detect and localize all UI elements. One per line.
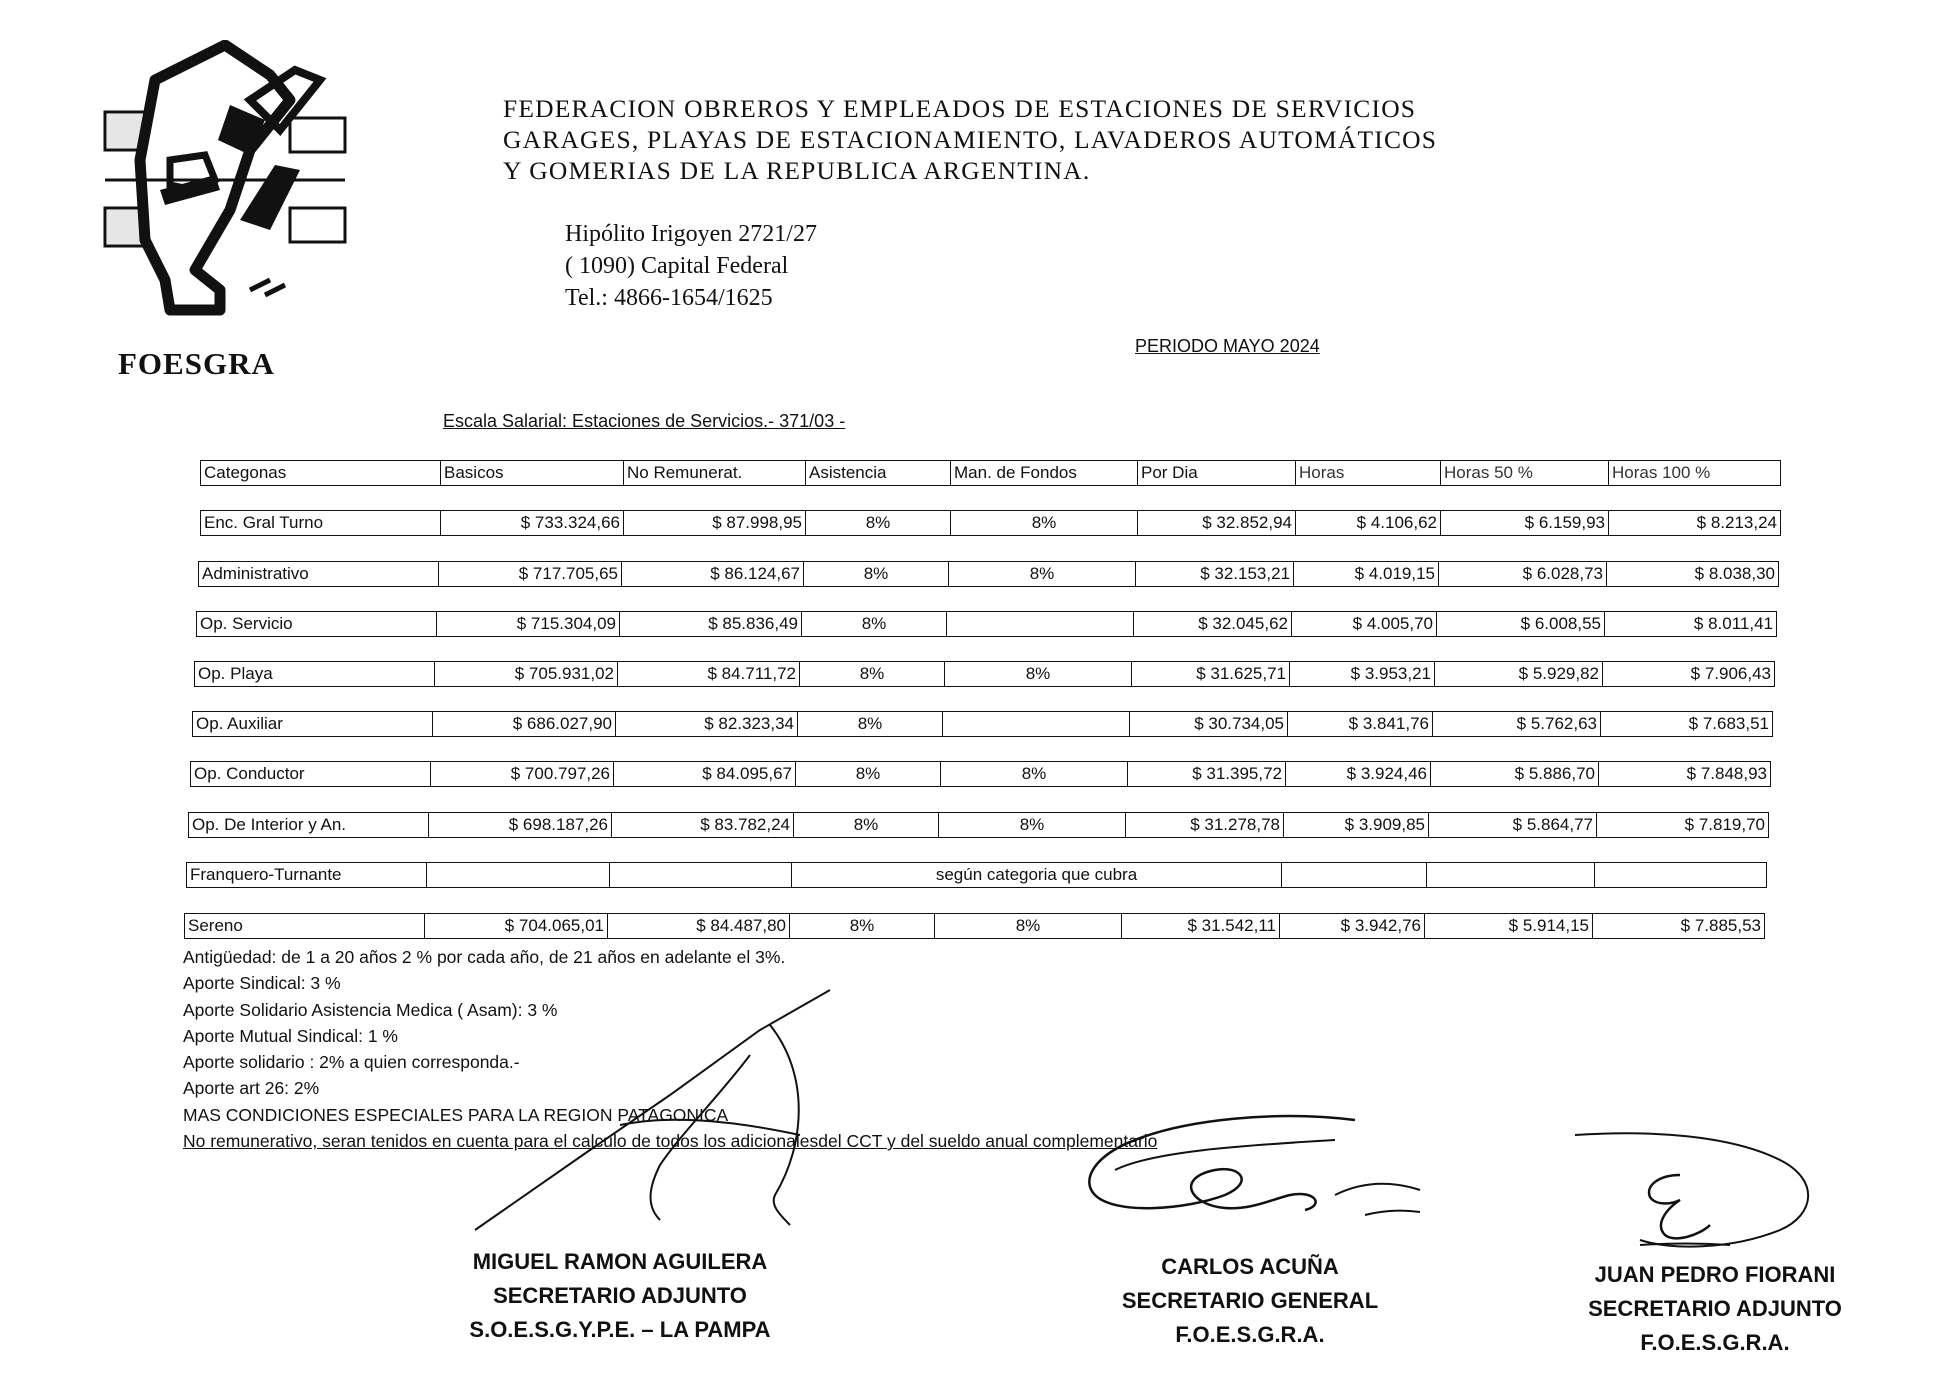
cell-man-fondos [946, 611, 1134, 637]
cell-horas: $ 3.924,46 [1285, 761, 1431, 787]
cell-asistencia: 8% [799, 661, 945, 687]
cell-man-fondos: 8% [938, 812, 1126, 838]
cell-basicos: $ 686.027,90 [432, 711, 616, 737]
cell-no-remunerativo: $ 84.095,67 [613, 761, 796, 787]
cell-basicos: $ 733.324,66 [440, 510, 624, 536]
cell-category: Sereno [184, 913, 425, 939]
cell-por-dia: $ 31.542,11 [1121, 913, 1280, 939]
signatory-org: F.O.E.S.G.R.A. [1640, 1330, 1790, 1355]
note-antiguedad: Antigüedad: de 1 a 20 años 2 % por cada año, de 21 años en adelante el 3%. [183, 947, 786, 967]
cell-category: Franquero-Turnante [186, 862, 427, 888]
cell-no-remunerativo: $ 83.782,24 [611, 812, 794, 838]
signatory-fiorani [1560, 1258, 1870, 1360]
cell-horas-50: $ 6.159,93 [1440, 510, 1609, 536]
cell-no-remunerativo: $ 84.487,80 [607, 913, 790, 939]
cell-horas: $ 3.942,76 [1279, 913, 1425, 939]
table-header-cell: Horas 100 % [1608, 460, 1781, 486]
cell-man-fondos: 8% [948, 561, 1136, 587]
cell-asistencia: 8% [795, 761, 941, 787]
cell-no-remunerativo: $ 87.998,95 [623, 510, 806, 536]
address-phone: Tel.: 4866-1654/1625 [565, 285, 773, 311]
signature-aguilera [470, 985, 850, 1235]
cell-empty [1426, 862, 1595, 888]
address-block [565, 218, 817, 314]
note-patagonia: MAS CONDICIONES ESPECIALES PARA LA REGION PATAGONICA [183, 1104, 729, 1125]
cell-asistencia: 8% [801, 611, 947, 637]
address-street: Hipólito Irigoyen 2721/27 [565, 221, 817, 247]
cell-horas-100: $ 8.038,30 [1606, 561, 1779, 587]
header-line: GARAGES, PLAYAS DE ESTACIONAMIENTO, LAVADEROS AUTOMÁTICOS [503, 125, 1438, 154]
cell-basicos: $ 717.705,65 [438, 561, 622, 587]
signatory-name: MIGUEL RAMON AGUILERA [472, 1249, 768, 1274]
signatory-name: JUAN PEDRO FIORANI [1594, 1262, 1836, 1287]
cell-horas-50: $ 5.886,70 [1430, 761, 1599, 787]
cell-horas-50: $ 5.914,15 [1424, 913, 1593, 939]
note-aporte-asam: Aporte Solidario Asistencia Medica ( Asam): 3 % [183, 999, 558, 1020]
table-header-cell: Categonas [200, 460, 441, 486]
cell-category: Op. Conductor [190, 761, 431, 787]
cell-no-remunerativo: $ 86.124,67 [621, 561, 804, 587]
signatory-name: CARLOS ACUÑA [1161, 1254, 1339, 1279]
cell-no-remunerativo: $ 84.711,72 [617, 661, 800, 687]
cell-category: Op. Playa [194, 661, 435, 687]
cell-basicos: $ 700.797,26 [430, 761, 614, 787]
cell-por-dia: $ 32.852,94 [1137, 510, 1296, 536]
cell-category: Op. Servicio [196, 611, 437, 637]
cell-asistencia: 8% [789, 913, 935, 939]
signatory-role: SECRETARIO GENERAL [1121, 1288, 1379, 1313]
table-header-cell: Basicos [440, 460, 624, 486]
cell-category: Op. Auxiliar [192, 711, 433, 737]
cell-no-remunerativo: $ 82.323,34 [615, 711, 798, 737]
cell-horas: $ 4.106,62 [1295, 510, 1441, 536]
table-header-cell: No Remunerat. [623, 460, 806, 486]
table-header-cell: Asistencia [805, 460, 951, 486]
signatory-aguilera [440, 1245, 800, 1347]
table-header-cell: Horas 50 % [1440, 460, 1609, 486]
note-no-remunerativo: No remunerativo, seran tenidos en cuenta para el calculo de todos los adicionalesdel CCT y del sueldo anual complementario [183, 1131, 1158, 1152]
cell-horas-100: $ 7.885,53 [1592, 913, 1765, 939]
cell-category: Administrativo [198, 561, 439, 587]
cell-horas-100: $ 7.683,51 [1600, 711, 1773, 737]
cell-asistencia: 8% [793, 812, 939, 838]
cell-horas-100: $ 7.906,43 [1602, 661, 1775, 687]
cell-horas-50: $ 5.864,77 [1428, 812, 1597, 838]
cell-horas-100: $ 8.213,24 [1608, 510, 1781, 536]
signatory-org: S.O.E.S.G.Y.P.E. – LA PAMPA [469, 1317, 771, 1342]
cell-horas-100: $ 7.848,93 [1598, 761, 1771, 787]
cell-por-dia: $ 31.395,72 [1127, 761, 1286, 787]
cell-man-fondos: 8% [934, 913, 1122, 939]
cell-empty [1281, 862, 1427, 888]
cell-horas: $ 4.005,70 [1291, 611, 1437, 637]
foesgra-logo [100, 40, 350, 340]
cell-horas-100: $ 8.011,41 [1604, 611, 1777, 637]
signatory-org: F.O.E.S.G.R.A. [1175, 1322, 1325, 1347]
cell-empty [426, 862, 610, 888]
cell-horas-100: $ 7.819,70 [1596, 812, 1769, 838]
note-aporte-solidario: Aporte solidario : 2% a quien corresponda.- [183, 1052, 520, 1073]
cell-basicos: $ 715.304,09 [436, 611, 620, 637]
cell-por-dia: $ 31.625,71 [1131, 661, 1290, 687]
cell-horas: $ 4.019,15 [1293, 561, 1439, 587]
scale-title: Escala Salarial: Estaciones de Servicios.- 371/03 - [443, 411, 846, 431]
cell-por-dia: $ 30.734,05 [1129, 711, 1288, 737]
cell-por-dia: $ 32.153,21 [1135, 561, 1294, 587]
note-aporte-sindical: Aporte Sindical: 3 % [183, 973, 341, 994]
cell-horas: $ 3.841,76 [1287, 711, 1433, 737]
cell-horas: $ 3.953,21 [1289, 661, 1435, 687]
signature-acuna [1075, 1110, 1435, 1240]
cell-basicos: $ 698.187,26 [428, 812, 612, 838]
federation-name [503, 93, 1437, 186]
header-line: Y GOMERIAS DE LA REPUBLICA ARGENTINA. [503, 156, 1091, 185]
table-header-cell: Por Dia [1137, 460, 1296, 486]
cell-horas-50: $ 5.929,82 [1434, 661, 1603, 687]
cell-por-dia: $ 31.278,78 [1125, 812, 1284, 838]
table-header-cell: Man. de Fondos [950, 460, 1138, 486]
cell-empty [609, 862, 792, 888]
period-label: PERIODO MAYO 2024 [1135, 336, 1320, 356]
cell-man-fondos: 8% [940, 761, 1128, 787]
table-header-cell: Horas [1295, 460, 1441, 486]
cell-por-dia: $ 32.045,62 [1133, 611, 1292, 637]
cell-empty [1594, 862, 1767, 888]
note-aporte-art26: Aporte art 26: 2% [183, 1078, 320, 1099]
cell-asistencia: 8% [805, 510, 951, 536]
signature-fiorani [1570, 1125, 1830, 1265]
cell-asistencia: 8% [797, 711, 943, 737]
logo-wordmark: FOESGRA [118, 346, 275, 381]
signatory-role: SECRETARIO ADJUNTO [1588, 1296, 1842, 1321]
cell-no-remunerativo: $ 85.836,49 [619, 611, 802, 637]
cell-asistencia: 8% [803, 561, 949, 587]
cell-horas-50: $ 6.028,73 [1438, 561, 1607, 587]
cell-category: Enc. Gral Turno [200, 510, 441, 536]
address-city: ( 1090) Capital Federal [565, 253, 789, 279]
cell-category: Op. De Interior y An. [188, 812, 429, 838]
header-line: FEDERACION OBREROS Y EMPLEADOS DE ESTACIONES DE SERVICIOS [503, 94, 1417, 123]
cell-man-fondos: 8% [944, 661, 1132, 687]
signatory-acuna [1090, 1250, 1410, 1352]
cell-basicos: $ 704.065,01 [424, 913, 608, 939]
cell-horas-50: $ 5.762,63 [1432, 711, 1601, 737]
cell-horas: $ 3.909,85 [1283, 812, 1429, 838]
cell-basicos: $ 705.931,02 [434, 661, 618, 687]
signatory-role: SECRETARIO ADJUNTO [493, 1283, 747, 1308]
note-aporte-mutual: Aporte Mutual Sindical: 1 % [183, 1025, 398, 1046]
cell-franquero-note: según categoria que cubra [791, 862, 1282, 888]
cell-horas-50: $ 6.008,55 [1436, 611, 1605, 637]
cell-man-fondos [942, 711, 1130, 737]
cell-man-fondos: 8% [950, 510, 1138, 536]
